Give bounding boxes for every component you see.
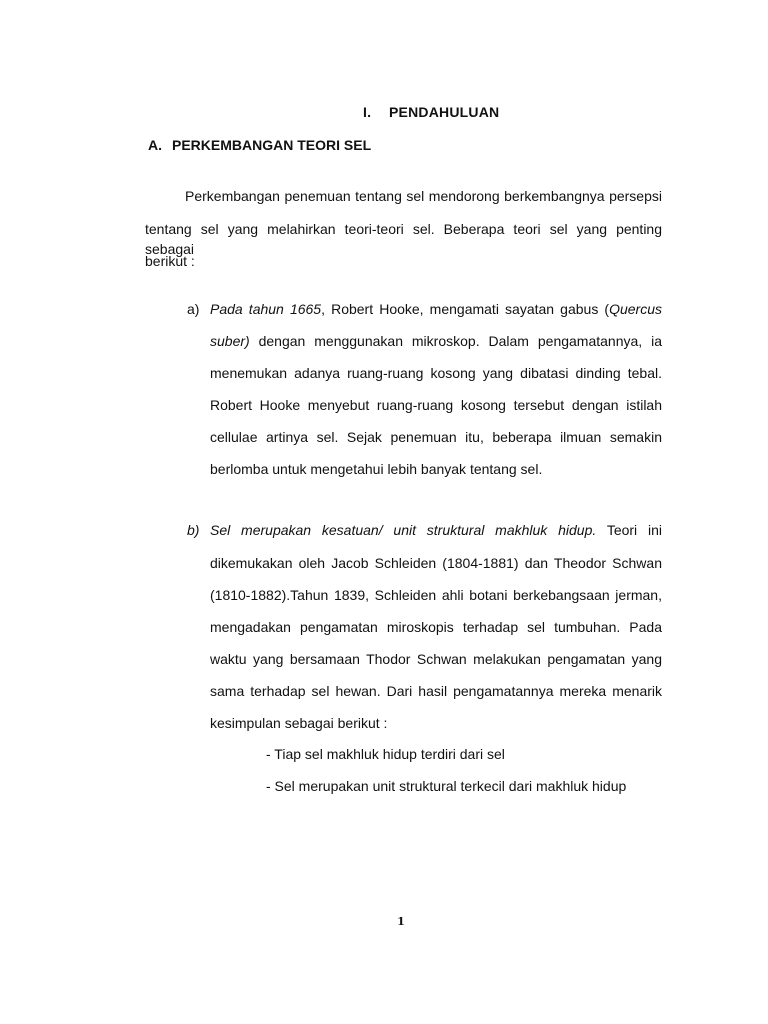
item-b-line-5: waktu yang bersamaan Thodor Schwan melakukan pengamatan yang xyxy=(210,651,662,667)
section-number: A. xyxy=(148,137,162,153)
item-a-text-2: dengan menggunakan mikroskop. Dalam pengamatannya, ia xyxy=(249,333,662,349)
item-a-line-6: berlomba untuk mengetahui lebih banyak tentang sel. xyxy=(210,461,543,477)
item-a-line-4: Robert Hooke menyebut ruang-ruang kosong tersebut dengan istilah xyxy=(210,397,662,413)
item-b-line-4: mengadakan pengamatan miroskopis terhadap sel tumbuhan. Pada xyxy=(210,619,662,635)
item-a-line-1 xyxy=(210,299,662,319)
intro-line-2: tentang sel yang melahirkan teori-teori sel. Beberapa teori sel yang penting sebagai xyxy=(145,221,662,257)
page-number: 1 xyxy=(397,915,405,928)
chapter-title: PENDAHULUAN xyxy=(389,104,500,120)
item-a-italic-species-2: suber) xyxy=(210,333,250,349)
item-b-marker xyxy=(187,520,199,540)
bullet-item-1: - Tiap sel makhluk hidup terdiri dari sel xyxy=(266,746,505,762)
item-a-line-5: cellulae artinya sel. Sejak penemuan itu, beberapa ilmuan semakin xyxy=(210,429,662,445)
chapter-number: I. xyxy=(363,104,372,120)
item-b-text-1: Teori ini xyxy=(596,522,662,538)
section-heading xyxy=(148,137,371,153)
item-a-marker: a) xyxy=(187,301,200,317)
section-title: PERKEMBANGAN TEORI SEL xyxy=(172,137,372,153)
item-a-italic-date: Pada tahun 1665 xyxy=(210,301,322,317)
intro-line-1: Perkembangan penemuan tentang sel mendorong berkembangnya persepsi xyxy=(185,188,662,204)
item-b-marker-text: b) xyxy=(187,522,200,538)
item-b-line-3: (1810-1882).Tahun 1839, Schleiden ahli botani berkebangsaan jerman, xyxy=(210,587,662,603)
intro-line-3: berikut : xyxy=(145,253,195,269)
item-a-line-3: menemukan adanya ruang-ruang kosong yang dibatasi dinding tebal. xyxy=(210,365,662,381)
item-a-italic-species: Quercus xyxy=(609,301,663,317)
item-b-line-7: kesimpulan sebagai berikut : xyxy=(210,715,388,731)
item-b-line-1 xyxy=(210,520,662,540)
item-b-line-6: sama terhadap sel hewan. Dari hasil pengamatannya mereka menarik xyxy=(210,683,662,699)
item-b-line-2: dikemukakan oleh Jacob Schleiden (1804-1881) dan Theodor Schwan xyxy=(210,555,662,571)
item-a-line-2 xyxy=(210,331,662,351)
item-a-text-1: , Robert Hooke, mengamati sayatan gabus ( xyxy=(321,301,610,317)
chapter-heading xyxy=(363,104,499,120)
bullet-item-2: - Sel merupakan unit struktural terkecil dari makhluk hidup xyxy=(266,778,627,794)
item-b-italic-theory: Sel merupakan kesatuan/ unit struktural makhluk hidup. xyxy=(210,522,597,538)
